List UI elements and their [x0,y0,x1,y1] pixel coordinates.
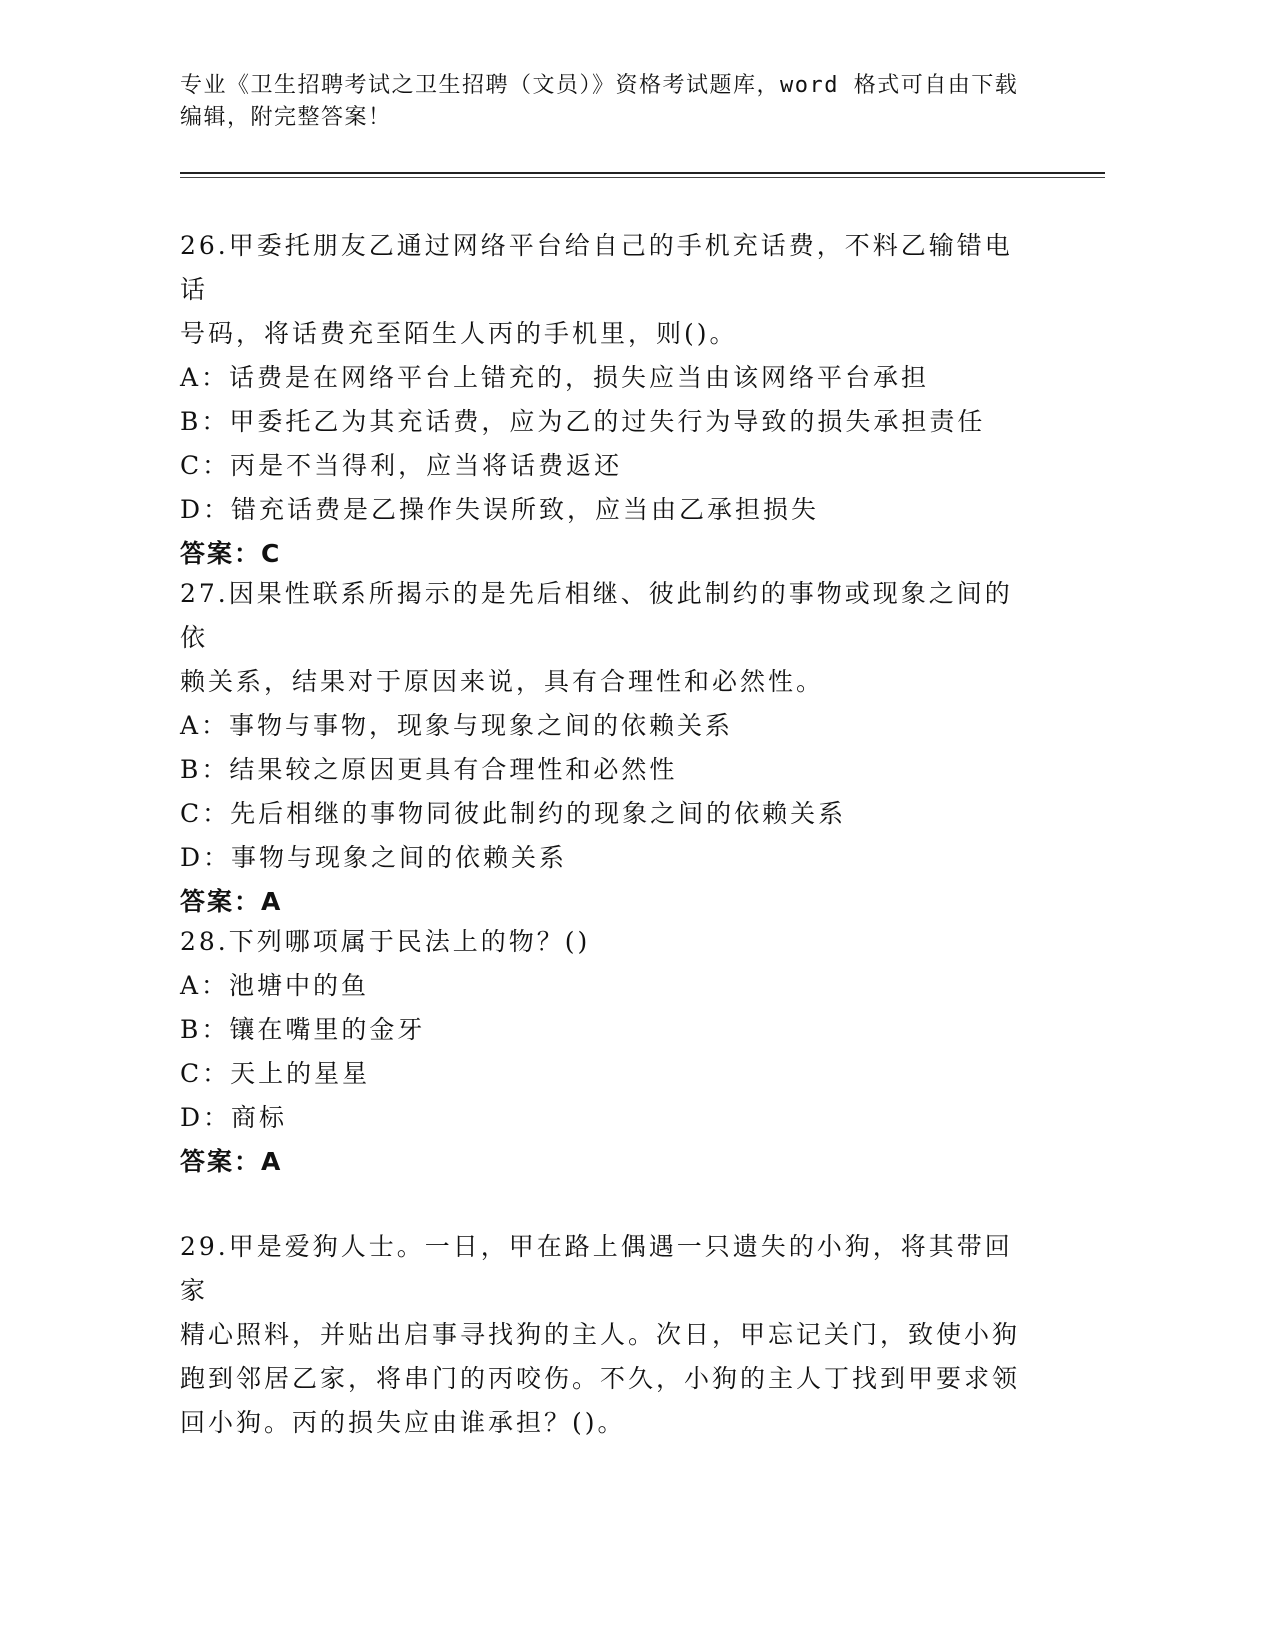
question-27 [180,572,1040,924]
question-26 [180,224,1040,576]
answer: 答案：C [180,539,282,568]
question-stem-line: 26.甲委托朋友乙通过网络平台给自己的手机充话费，不料乙输错电话 [180,231,1013,304]
option-b: B：镶在嘴里的金牙 [180,1015,426,1044]
option-c: C：丙是不当得利，应当将话费返还 [180,451,623,480]
option-a: A：话费是在网络平台上错充的，损失应当由该网络平台承担 [180,363,930,392]
question-stem-line: 回小狗。丙的损失应由谁承担？()。 [180,1408,626,1437]
option-c: C：天上的星星 [180,1059,371,1088]
header-divider-thin [180,177,1105,178]
answer: 答案：A [180,1147,283,1176]
option-b: B：甲委托乙为其充话费，应为乙的过失行为导致的损失承担责任 [180,407,986,436]
question-stem-line: 跑到邻居乙家，将串门的丙咬伤。不久，小狗的主人丁找到甲要求领 [180,1364,1021,1393]
option-c: C：先后相继的事物同彼此制约的现象之间的依赖关系 [180,799,847,828]
question-stem-line: 精心照料，并贴出启事寻找狗的主人。次日，甲忘记关门，致使小狗 [180,1320,1021,1349]
option-a: A：事物与事物，现象与现象之间的依赖关系 [180,711,734,740]
question-stem-line: 号码，将话费充至陌生人丙的手机里，则()。 [180,319,738,348]
option-d: D：事物与现象之间的依赖关系 [180,843,568,872]
option-d: D：错充话费是乙操作失误所致，应当由乙承担损失 [180,495,820,524]
option-d: D：商标 [180,1103,288,1132]
question-stem-line: 赖关系，结果对于原因来说，具有合理性和必然性。 [180,667,825,696]
question-29 [180,1225,1040,1445]
question-stem-line: 27.因果性联系所揭示的是先后相继、彼此制约的事物或现象之间的依 [180,579,1013,652]
header-line-2: 编辑，附完整答案！ [180,105,392,130]
question-stem-line: 29.甲是爱狗人士。一日，甲在路上偶遇一只遗失的小狗，将其带回家 [180,1232,1013,1305]
option-a: A：池塘中的鱼 [180,971,370,1000]
question-stem-line: 28.下列哪项属于民法上的物？() [180,927,591,956]
document-header [180,70,1050,134]
question-28 [180,920,1040,1184]
header-divider-thick [180,172,1105,174]
header-line-1: 专业《卫生招聘考试之卫生招聘（文员）》资格考试题库，word 格式可自由下载 [180,73,1019,98]
option-b: B：结果较之原因更具有合理性和必然性 [180,755,678,784]
answer: 答案：A [180,887,283,916]
